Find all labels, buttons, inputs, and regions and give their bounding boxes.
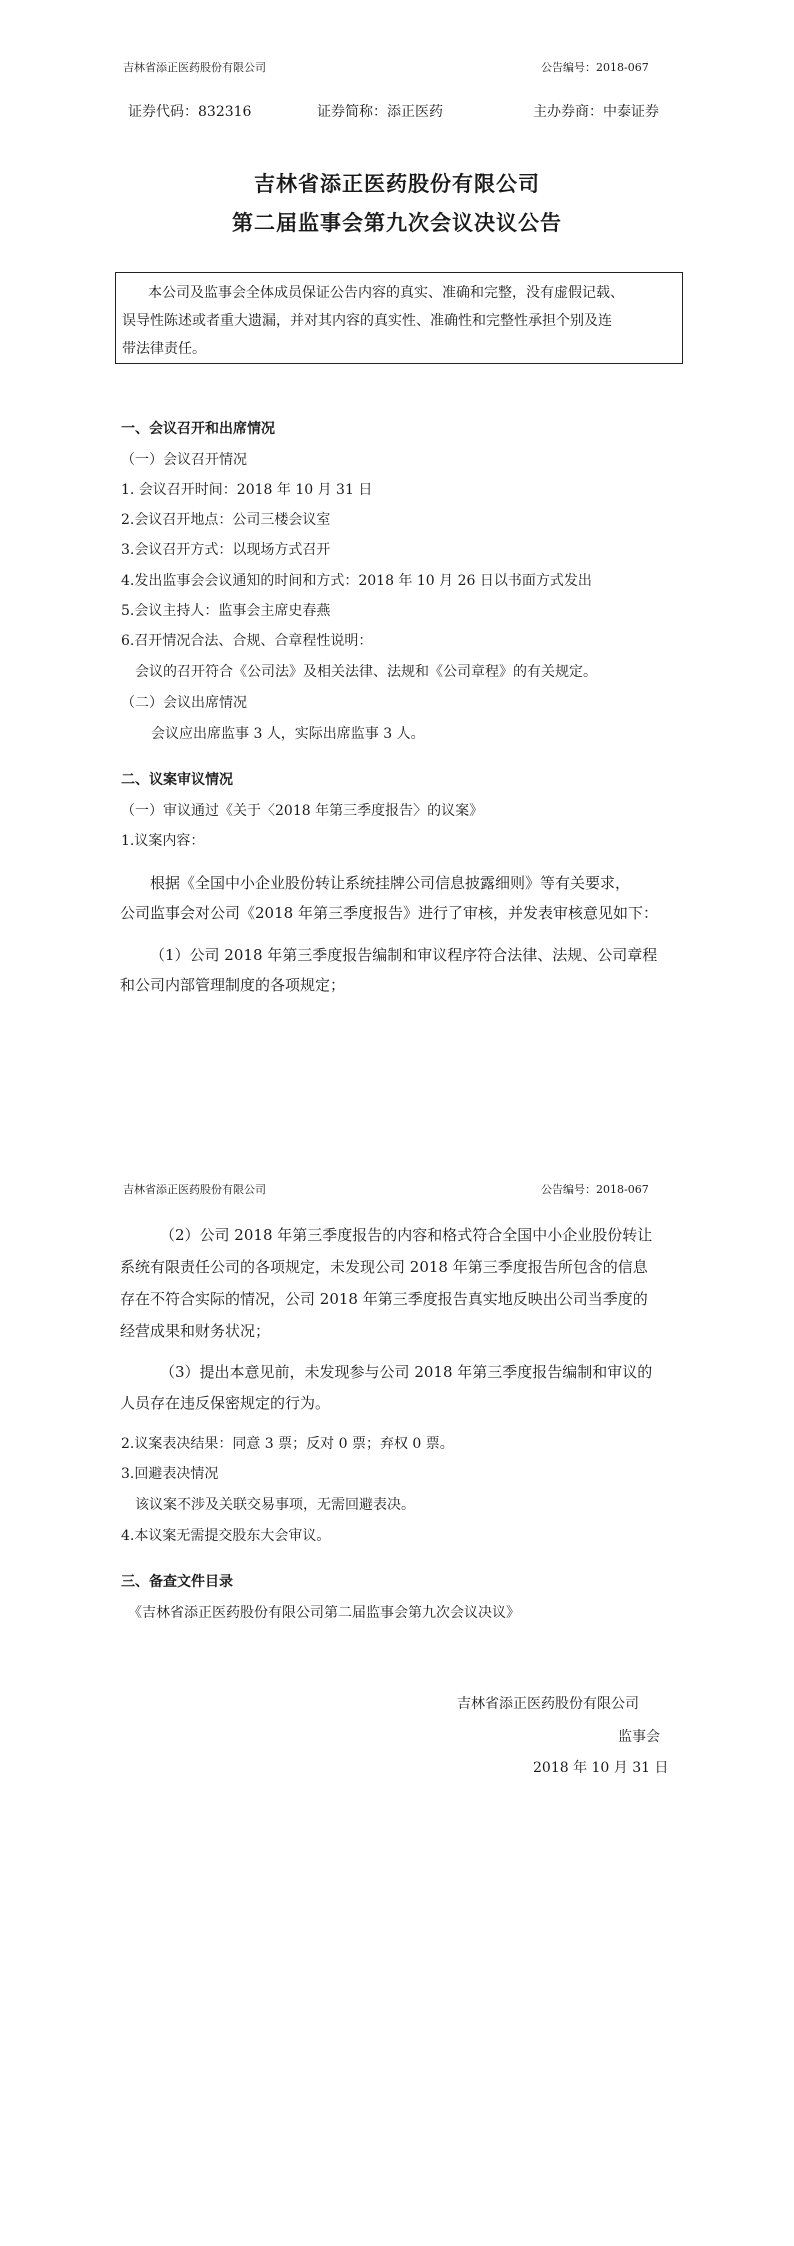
paragraph: 会议应出席监事 3 人，实际出席监事 3 人。	[151, 726, 425, 742]
list-item: 2.会议召开地点：公司三楼会议室	[121, 512, 331, 528]
paragraph: （3）提出本意见前，未发现参与公司 2018 年第三季度报告编制和审议的	[160, 1363, 653, 1381]
paragraph: 根据《全国中小企业股份转让系统挂牌公司信息披露细则》等有关要求，	[150, 874, 631, 892]
page-header-announcement-number: 公告编号：2018-067	[541, 61, 649, 74]
subsection-heading: （一）会议召开情况	[121, 452, 247, 468]
paragraph: 公司监事会对公司《2018 年第三季度报告》进行了审核，并发表审核意见如下：	[120, 904, 658, 922]
signature-company: 吉林省添正医药股份有限公司	[457, 1696, 639, 1712]
paragraph: 和公司内部管理制度的各项规定；	[120, 976, 346, 994]
signature-board: 监事会	[618, 1729, 660, 1745]
paragraph: 系统有限责任公司的各项规定，未发现公司 2018 年第三季度报告所包含的信息	[120, 1258, 648, 1276]
list-item: 4.发出监事会会议通知的时间和方式：2018 年 10 月 26 日以书面方式发出	[121, 573, 592, 589]
page-header-company: 吉林省添正医药股份有限公司	[123, 61, 266, 74]
page-header-announcement-number: 公告编号：2018-067	[541, 1183, 649, 1196]
list-item: 6.召开情况合法、合规、合章程性说明：	[121, 633, 373, 649]
reference-document: 《吉林省添正医药股份有限公司第二届监事会第九次会议决议》	[128, 1605, 520, 1621]
document-title-line2: 第二届监事会第九次会议决议公告	[232, 211, 562, 235]
section-heading-3: 三、备查文件目录	[121, 1574, 233, 1590]
security-abbreviation: 证券简称：添正医药	[317, 104, 443, 120]
sponsor-broker: 主办券商：中泰证券	[533, 104, 659, 120]
paragraph: 经营成果和财务状况；	[120, 1322, 271, 1340]
notice-line: 本公司及监事会全体成员保证公告内容的真实、准确和完整，没有虚假记载、	[148, 285, 624, 301]
signature-date: 2018 年 10 月 31 日	[533, 1760, 669, 1776]
paragraph: 会议的召开符合《公司法》及相关法律、法规和《公司章程》的有关规定。	[135, 664, 597, 680]
list-item: 4.本议案无需提交股东大会审议。	[121, 1528, 331, 1544]
list-item: 2.议案表决结果：同意 3 票；反对 0 票；弃权 0 票。	[121, 1436, 454, 1452]
subsection-heading: （二）会议出席情况	[121, 695, 247, 711]
notice-line: 误导性陈述或者重大遗漏，并对其内容的真实性、准确性和完整性承担个别及连	[122, 313, 612, 329]
list-item: 1. 会议召开时间：2018 年 10 月 31 日	[121, 482, 373, 498]
list-item: 1.议案内容：	[121, 833, 205, 849]
paragraph: 人员存在违反保密规定的行为。	[120, 1394, 331, 1412]
section-heading-1: 一、会议召开和出席情况	[121, 421, 275, 437]
document-title-line1: 吉林省添正医药股份有限公司	[254, 172, 540, 196]
paragraph: 该议案不涉及关联交易事项，无需回避表决。	[135, 1497, 415, 1513]
page-header-company: 吉林省添正医药股份有限公司	[123, 1183, 266, 1196]
paragraph: （2）公司 2018 年第三季度报告的内容和格式符合全国中小企业股份转让	[160, 1226, 653, 1244]
notice-line: 带法律责任。	[122, 341, 206, 357]
list-item: 3.会议召开方式：以现场方式召开	[121, 542, 331, 558]
list-item: 3.回避表决情况	[121, 1466, 219, 1482]
list-item: 5.会议主持人：监事会主席史春燕	[121, 603, 331, 619]
motion-title: （一）审议通过《关于〈2018 年第三季度报告〉的议案》	[121, 803, 484, 819]
section-heading-2: 二、议案审议情况	[121, 772, 233, 788]
security-code: 证券代码：832316	[128, 104, 252, 120]
paragraph: （1）公司 2018 年第三季度报告编制和审议程序符合法律、法规、公司章程	[150, 946, 658, 964]
paragraph: 存在不符合实际的情况，公司 2018 年第三季度报告真实地反映出公司当季度的	[120, 1290, 648, 1308]
